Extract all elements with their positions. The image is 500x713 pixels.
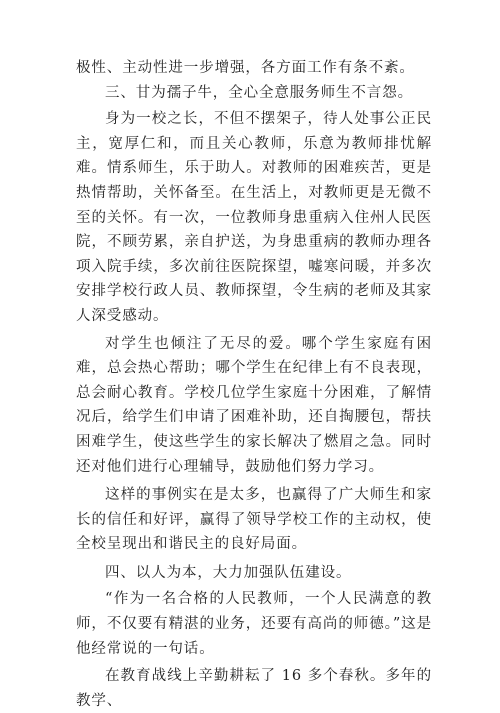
paragraph-examples: 这样的事例实在是太多，也赢得了广大师生和家长的信任和好评，赢得了领导学校工作的主动权，使全校呈现出和谐民主的良好局面。 — [76, 487, 432, 553]
paragraph-principal-care: 身为一校之长，不但不摆架子，待人处事公正民主，宽厚仁和，而且关心教师，乐意为教师排忧解难。情系师生，乐于助人。对教师的困难疾苦，更是热情帮助，关怀备至。在生活上，对教师更是无微不至的关怀。有一次，一位教师身患重病入住州人民医院，不顾劳累，亲自护送，为身患重病的教师办理各项入院手续，多次前往医院探望，嘘寒问暖，并多次安排学校行政人员、教师探望，令生病的老师及其家人深受感动。 — [76, 111, 432, 324]
section-heading-four: 四、以人为本，大力加强队伍建设。 — [105, 564, 352, 581]
paragraph-final: 在教育战线上辛勤耕耘了 16 多个春秋。多年的教学、 — [76, 668, 432, 709]
paragraph-continuation: 极性、主动性进一步增强，各方面工作有条不紊。 — [76, 60, 415, 76]
paragraph-quote: “作为一名合格的人民教师，一个人民满意的教师，不仅要有精湛的业务，还要有高尚的师德。”这是他经常说的一句话。 — [76, 591, 432, 657]
section-heading-three: 三、甘为孺子牛，全心全意服务师生不言怨。 — [105, 84, 413, 101]
paragraph-student-care: 对学生也倾注了无尽的爱。哪个学生家庭有困难，总会热心帮助；哪个学生在纪律上有不良表现，总会耐心教育。学校几位学生家庭十分困难，了解情况后，给学生们申请了困难补助，还自掏腰包，帮扶困难学生，使这些学生的家长解决了燃眉之急。同时还对他们进行心理辅导，鼓励他们努力学习。 — [76, 335, 432, 475]
document-page — [76, 56, 432, 713]
